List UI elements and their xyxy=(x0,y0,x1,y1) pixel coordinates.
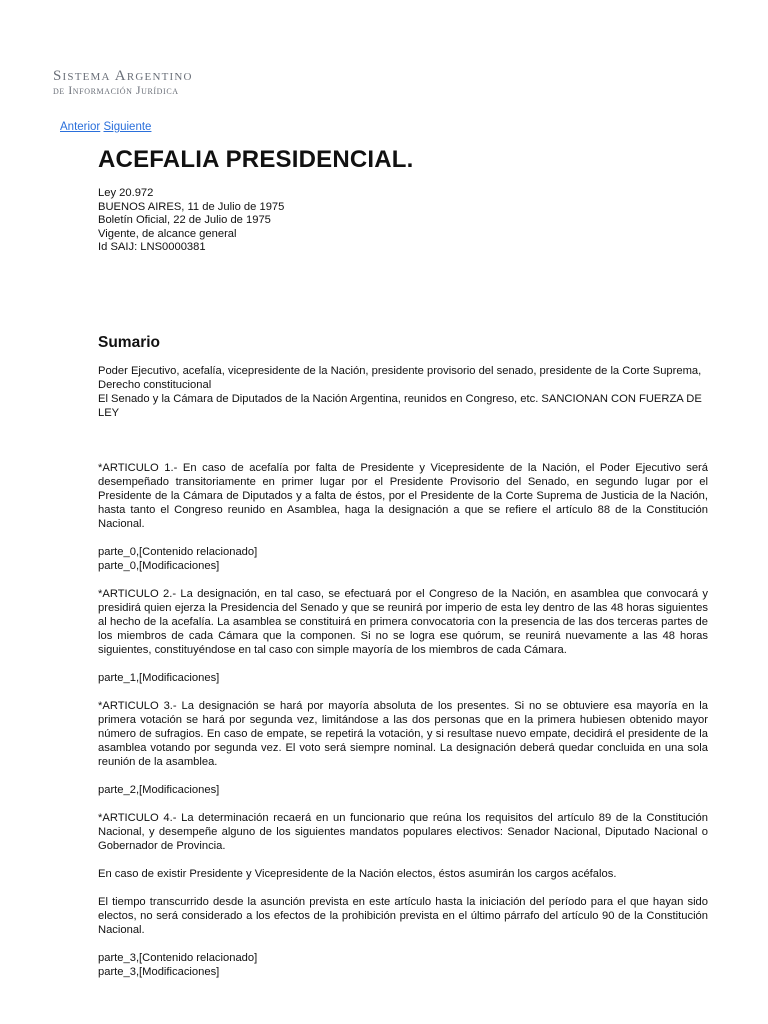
logo-line-2: de Información Jurídica xyxy=(53,85,179,97)
article-1: *ARTICULO 1.- En caso de acefalía por falta de Presidente y Vicepresidente de la Nación, el Poder Ejecutivo será desempeñado transitoriamente en primer lugar por el Presidente Provisorio del Senado, en segundo lugar por el Presidente de la Cámara de Diputados y a falta de éstos, por el Presidente de la Corte Suprema de Justicia de la Nación, hasta tanto el Congreso reunido en Asamblea, haga la designación a que se refiere el artículo 88 de la Constitución Nacional. xyxy=(98,462,708,530)
article-4: *ARTICULO 4.- La determinación recaerá en un funcionario que reúna los requisitos del artículo 89 de la Constitución Nacional, y desempeñe alguno de los siguientes mandatos populares electivos: Senador Nacional, Diputado Nacional o Gobernador de Provincia. xyxy=(98,812,708,852)
document-navigation xyxy=(60,121,151,133)
related-content-link-0[interactable]: parte_0,[Contenido relacionado] xyxy=(98,546,258,558)
article-4-paragraph-3: El tiempo transcurrido desde la asunción prevista en este artículo hasta la iniciación del período para el que hayan sido electos, no será considerado a los efectos de la prohibición prevista en el último párrafo del artículo 90 de la Constitución Nacional. xyxy=(98,896,708,936)
document-title: ACEFALIA PRESIDENCIAL. xyxy=(98,146,414,173)
summary-keywords: Poder Ejecutivo, acefalía, vicepresidente de la Nación, presidente provisorio del senado, presidente de la Corte Suprema, Derecho constitucional xyxy=(98,365,702,391)
document-content xyxy=(98,146,708,978)
modifications-link-2[interactable]: parte_2,[Modificaciones] xyxy=(98,784,220,796)
previous-link[interactable]: Anterior xyxy=(60,121,101,133)
modifications-link-0[interactable]: parte_0,[Modificaciones] xyxy=(98,560,220,572)
saij-id: Id SAIJ: LNS0000381 xyxy=(98,241,206,254)
modifications-link-3[interactable]: parte_3,[Modificaciones] xyxy=(98,966,220,978)
modifications-link-1[interactable]: parte_1,[Modificaciones] xyxy=(98,672,220,684)
place-date: BUENOS AIRES, 11 de Julio de 1975 xyxy=(98,200,285,213)
official-bulletin: Boletín Oficial, 22 de Julio de 1975 xyxy=(98,214,271,227)
article-3: *ARTICULO 3.- La designación se hará por mayoría absoluta de los presentes. Si no se obtuviere esa mayoría en la primera votación se hará por segunda vez, limitándose a las dos personas que en la primera hubiesen obtenido mayor número de sufragios. En caso de empate, se repetirá la votación, y si resultase nuevo empate, decidirá el presidente de la asamblea votando por segunda vez. El voto será siempre nominal. La designación deberá quedar concluida en una sola reunión de la asamblea. xyxy=(98,700,708,768)
validity-status: Vigente, de alcance general xyxy=(98,227,237,240)
logo-line-1: Sistema Argentino xyxy=(53,68,193,84)
law-number: Ley 20.972 xyxy=(98,187,154,199)
article-4-paragraph-2: En caso de existir Presidente y Vicepresidente de la Nación electos, éstos asumirán los cargos acéfalos. xyxy=(98,868,617,880)
enactment-clause: El Senado y la Cámara de Diputados de la Nación Argentina, reunidos en Congreso, etc. SANCIONAN CON FUERZA DE LEY xyxy=(98,393,702,419)
next-link[interactable]: Siguiente xyxy=(103,121,152,133)
summary-heading: Sumario xyxy=(98,334,161,351)
related-content-link-3[interactable]: parte_3,[Contenido relacionado] xyxy=(98,952,258,964)
document-body xyxy=(98,364,708,979)
article-2: *ARTICULO 2.- La designación, en tal caso, se efectuará por el Congreso de la Nación, en asamblea que convocará y presidirá quien ejerza la Presidencia del Senado y que se reunirá por imperio de esta ley dentro de las 48 horas siguientes al hecho de la acefalía. La asamblea se constituirá en primera convocatoria con la presencia de las dos terceras partes de los miembros de cada Cámara que la componen. Si no se logra ese quórum, se reunirá nuevamente a las 48 horas siguientes, constituyéndose en tal caso con simple mayoría de los miembros de cada Cámara. xyxy=(98,588,708,656)
document-metadata xyxy=(98,187,708,255)
saij-logo xyxy=(53,69,193,98)
